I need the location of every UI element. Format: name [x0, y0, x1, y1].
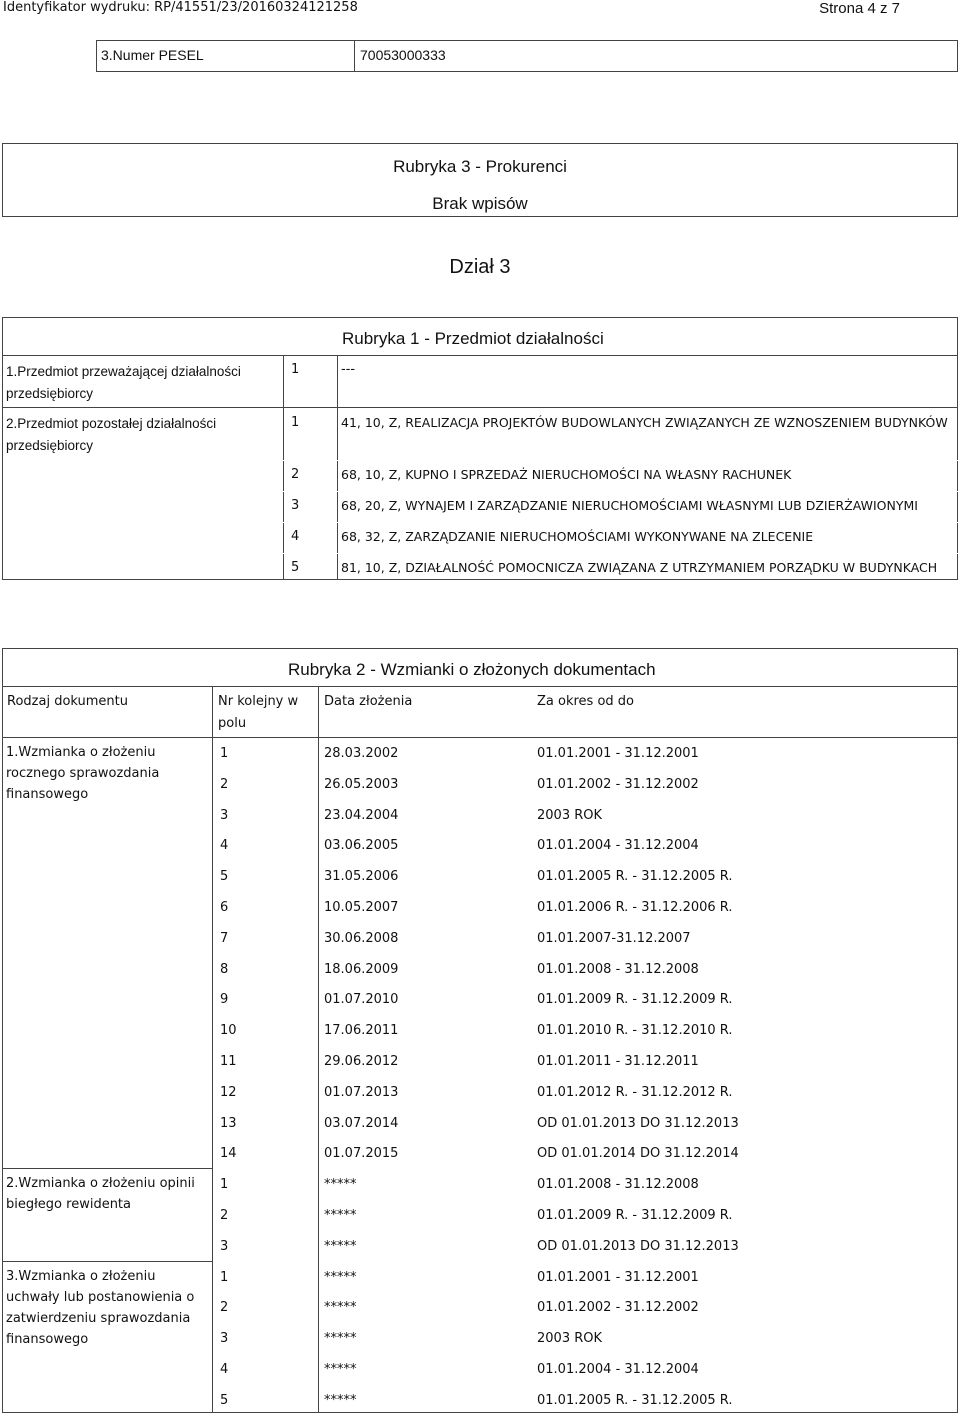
row-period: 01.01.2005 R. - 31.12.2005 R.	[537, 869, 733, 884]
row-nr: 3	[220, 1239, 229, 1254]
row-date: *****	[324, 1177, 357, 1192]
main-activity-nr: 1	[291, 362, 300, 377]
activity-nr: 3	[291, 498, 300, 513]
activity-text: 68, 10, Z, KUPNO I SPRZEDAŻ NIERUCHOMOŚCI NA WŁASNY RACHUNEK	[341, 467, 792, 482]
row-period: 01.01.2001 - 31.12.2001	[537, 746, 699, 761]
row-nr: 7	[220, 931, 229, 946]
col-header-type: Rodzaj dokumentu	[7, 694, 128, 709]
row-nr: 5	[220, 1393, 229, 1408]
row-nr: 10	[220, 1023, 237, 1038]
row-date: 18.06.2009	[324, 962, 399, 977]
prokurenci-title: Rubryka 3 - Prokurenci	[393, 157, 567, 176]
row-period: 01.01.2012 R. - 31.12.2012 R.	[537, 1085, 733, 1100]
row-period: 01.01.2004 - 31.12.2004	[537, 1362, 699, 1377]
pesel-box	[96, 40, 958, 72]
rubryka2-title: Rubryka 2 - Wzmianki o złożonych dokumentach	[288, 660, 656, 679]
row-period: 01.01.2011 - 31.12.2011	[537, 1054, 699, 1069]
row-period: 01.01.2001 - 31.12.2001	[537, 1270, 699, 1285]
row-nr: 5	[220, 869, 229, 884]
row-nr: 6	[220, 900, 229, 915]
row-nr: 12	[220, 1085, 237, 1100]
activity-text: 41, 10, Z, REALIZACJA PROJEKTÓW BUDOWLANYCH ZWIĄZANYCH ZE WZNOSZENIEM BUDYNKÓW	[341, 415, 948, 430]
row-date: 01.07.2013	[324, 1085, 399, 1100]
row-period: 01.01.2005 R. - 31.12.2005 R.	[537, 1393, 733, 1408]
section-title: Dział 3	[449, 256, 511, 278]
row-date: 10.05.2007	[324, 900, 399, 915]
row-date: 01.07.2010	[324, 992, 399, 1007]
activity-nr: 5	[291, 560, 300, 575]
row-date: *****	[324, 1300, 357, 1315]
row-period: 01.01.2008 - 31.12.2008	[537, 1177, 699, 1192]
row-date: 01.07.2015	[324, 1146, 399, 1161]
activity-nr: 4	[291, 529, 300, 544]
row-nr: 1	[220, 1270, 229, 1285]
rubryka1-title: Rubryka 1 - Przedmiot działalności	[342, 329, 604, 348]
row-period: 01.01.2002 - 31.12.2002	[537, 777, 699, 792]
prokurenci-empty: Brak wpisów	[432, 194, 528, 213]
row-period: 01.01.2004 - 31.12.2004	[537, 838, 699, 853]
document-type-label: 3.Wzmianka o złożeniu uchwały lub postanowienia o zatwierdzeniu sprawozdania finansowego	[6, 1268, 195, 1347]
row-period: 01.01.2009 R. - 31.12.2009 R.	[537, 992, 733, 1007]
row-period: 01.01.2007-31.12.2007	[537, 931, 691, 946]
activity-text: 68, 20, Z, WYNAJEM I ZARZĄDZANIE NIERUCHOMOŚCIAMI WŁASNYMI LUB DZIERŻAWIONYMI	[341, 498, 918, 513]
row-nr: 8	[220, 962, 229, 977]
activity-text: 68, 32, Z, ZARZĄDZANIE NIERUCHOMOŚCIAMI WYKONYWANE NA ZLECENIE	[341, 529, 814, 544]
print-identifier: Identyfikator wydruku: RP/41551/23/20160324121258	[3, 0, 358, 15]
row-date: 23.04.2004	[324, 808, 399, 823]
other-activity-label: 2.Przedmiot pozostałej działalności przedsiębiorcy	[6, 416, 217, 453]
row-date: 03.07.2014	[324, 1116, 399, 1131]
row-nr: 11	[220, 1054, 237, 1069]
row-period: 01.01.2006 R. - 31.12.2006 R.	[537, 900, 733, 915]
row-period: OD 01.01.2013 DO 31.12.2013	[537, 1239, 739, 1254]
row-date: 28.03.2002	[324, 746, 399, 761]
row-date: *****	[324, 1362, 357, 1377]
row-nr: 9	[220, 992, 229, 1007]
row-nr: 1	[220, 746, 229, 761]
row-period: OD 01.01.2014 DO 31.12.2014	[537, 1146, 739, 1161]
row-period: 01.01.2010 R. - 31.12.2010 R.	[537, 1023, 733, 1038]
row-date: 26.05.2003	[324, 777, 399, 792]
row-nr: 3	[220, 1331, 229, 1346]
row-nr: 14	[220, 1146, 237, 1161]
col-header-date: Data złożenia	[324, 694, 413, 709]
row-period: 2003 ROK	[537, 808, 603, 823]
row-date: 31.05.2006	[324, 869, 399, 884]
row-period: 01.01.2008 - 31.12.2008	[537, 962, 699, 977]
row-date: *****	[324, 1208, 357, 1223]
activity-text: 81, 10, Z, DZIAŁALNOŚĆ POMOCNICZA ZWIĄZANA Z UTRZYMANIEM PORZĄDKU W BUDYNKACH	[341, 560, 938, 575]
row-date: 03.06.2005	[324, 838, 399, 853]
main-activity-label: 1.Przedmiot przeważającej działalności przedsiębiorcy	[6, 364, 241, 401]
row-nr: 4	[220, 1362, 229, 1377]
row-nr: 2	[220, 777, 229, 792]
row-period: OD 01.01.2013 DO 31.12.2013	[537, 1116, 739, 1131]
row-nr: 3	[220, 808, 229, 823]
activity-nr: 1	[291, 415, 300, 430]
col-header-period: Za okres od do	[537, 694, 634, 709]
document-type-label: 1.Wzmianka o złożeniu rocznego sprawozdania finansowego	[6, 745, 160, 802]
row-period: 2003 ROK	[537, 1331, 603, 1346]
row-date: *****	[324, 1270, 357, 1285]
page-number: Strona 4 z 7	[819, 0, 900, 17]
pesel-label: 3.Numer PESEL	[101, 47, 204, 63]
row-period: 01.01.2009 R. - 31.12.2009 R.	[537, 1208, 733, 1223]
row-date: 29.06.2012	[324, 1054, 399, 1069]
row-nr: 2	[220, 1208, 229, 1223]
row-date: *****	[324, 1393, 357, 1408]
row-date: *****	[324, 1331, 357, 1346]
col-header-nr: Nr kolejny w polu	[218, 694, 299, 731]
row-nr: 13	[220, 1116, 237, 1131]
row-nr: 2	[220, 1300, 229, 1315]
document-type-label: 2.Wzmianka o złożeniu opinii biegłego rewidenta	[6, 1176, 195, 1213]
pesel-value: 70053000333	[360, 47, 446, 63]
row-period: 01.01.2002 - 31.12.2002	[537, 1300, 699, 1315]
main-activity-text: ---	[341, 362, 356, 377]
row-date: *****	[324, 1239, 357, 1254]
row-date: 17.06.2011	[324, 1023, 399, 1038]
activity-nr: 2	[291, 467, 300, 482]
row-date: 30.06.2008	[324, 931, 399, 946]
row-nr: 4	[220, 838, 229, 853]
row-nr: 1	[220, 1177, 229, 1192]
